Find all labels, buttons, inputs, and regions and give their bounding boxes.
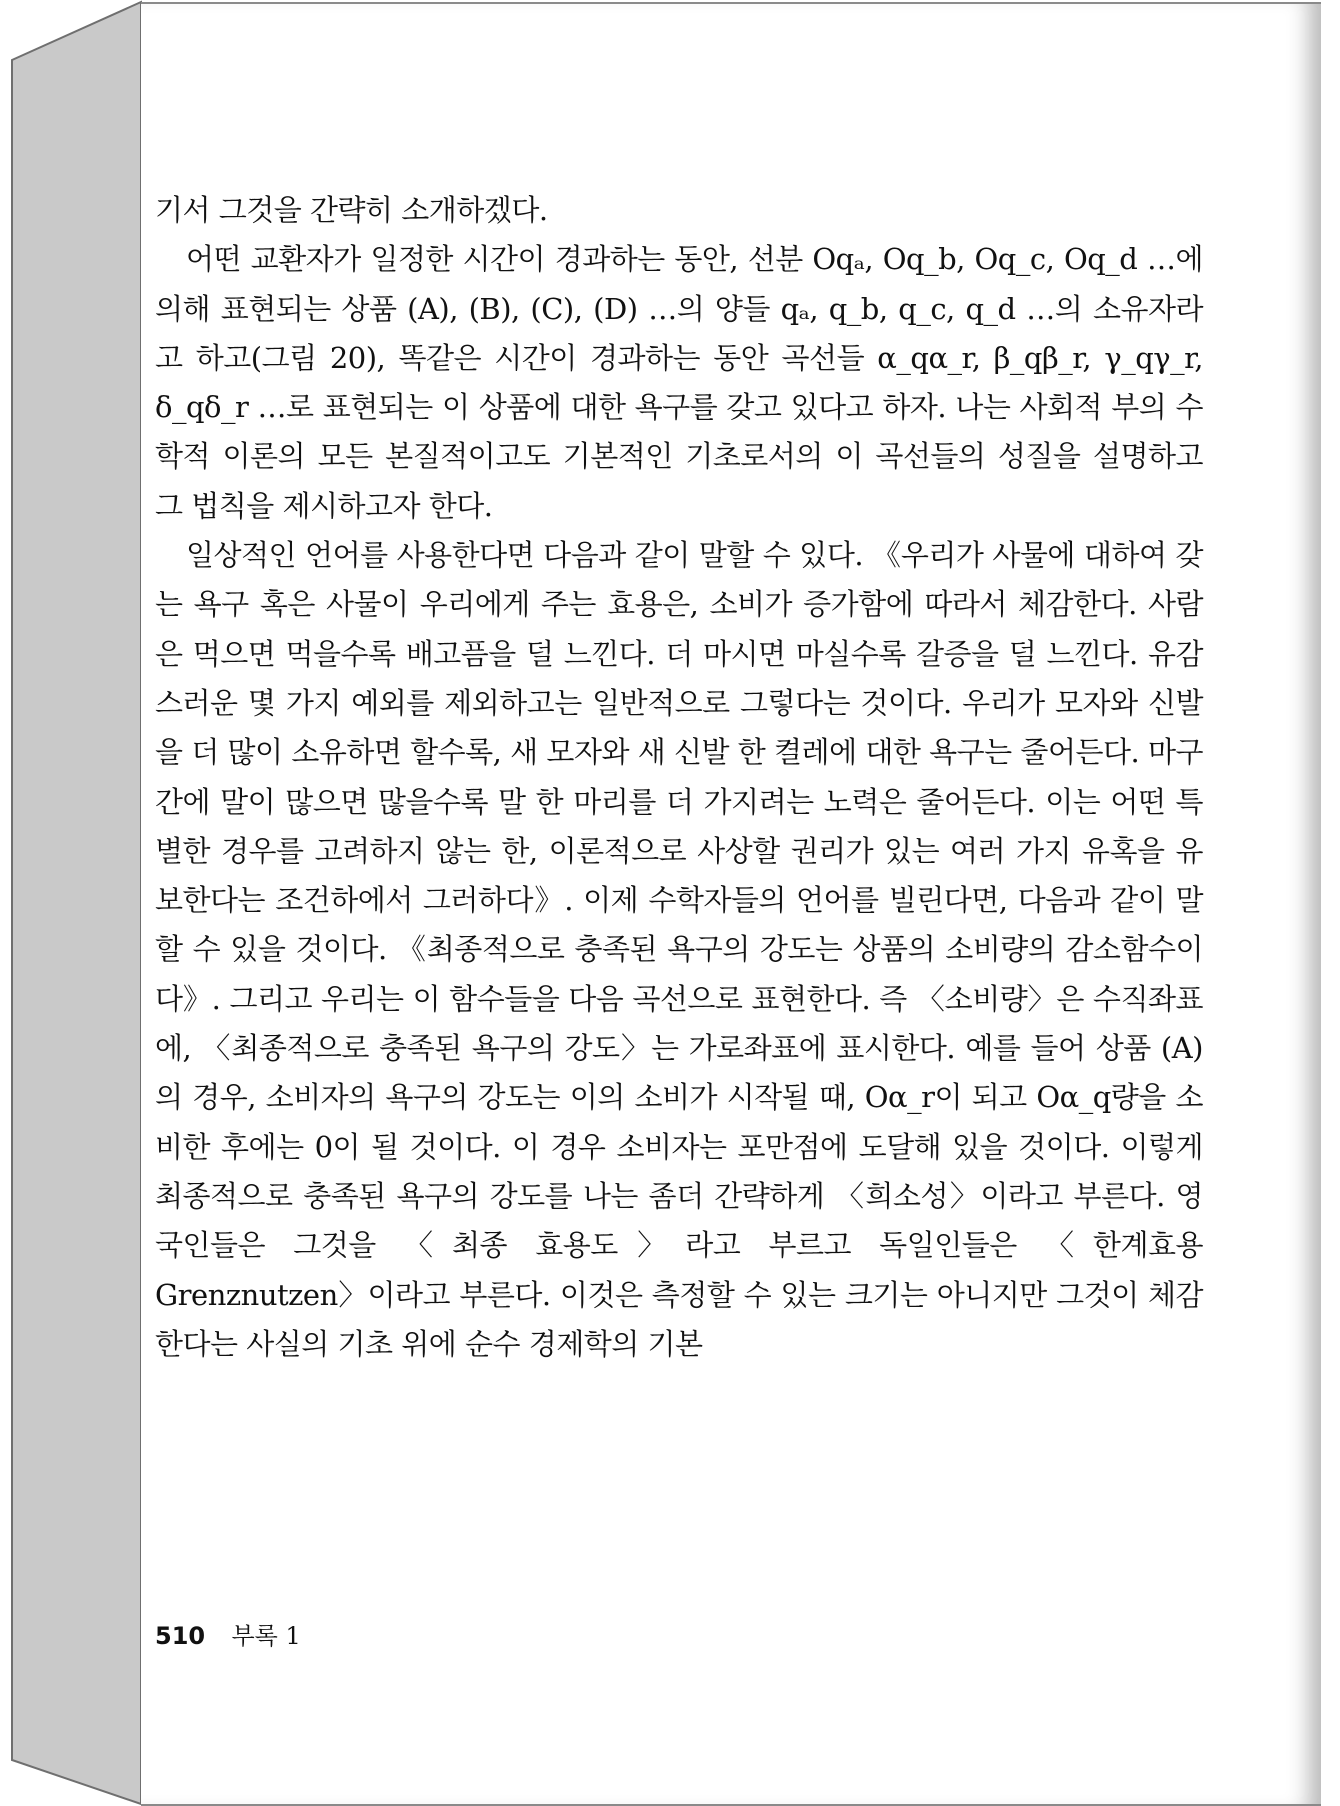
- paragraph-2: 어떤 교환자가 일정한 시간이 경과하는 동안, 선분 Oqₐ, Oq_b, Oq_c, Oq_d …에 의해 표현되는 상품 (A), (B), (C), (D) …의 양들 qₐ, q_b, q_c, q_d …의 소유자라고 하고(그림 20), 똑같은 시간이 경과하는 동안 곡선들 α_qα_r, β_qβ_r, γ_qγ_r, δ_qδ_r …로 표현되는 이 상품에 대한 욕구를 갖고 있다고 하자. 나는 사회적 부의 수학적 이론의 모든 본질적이고도 기본적인 기초로서의 이 곡선들의 성질을 설명하고 그 법칙을 제시하고자 한다.: [155, 242, 1203, 523]
- paragraph-3: 일상적인 언어를 사용한다면 다음과 같이 말할 수 있다. 《우리가 사물에 대하여 갖는 욕구 혹은 사물이 우리에게 주는 효용은, 소비가 증가함에 따라서 체감한다. 사람은 먹으면 먹을수록 배고픔을 덜 느낀다. 더 마시면 마실수록 갈증을 덜 느낀다. 유감스러운 몇 가지 예외를 제외하고는 일반적으로 그렇다는 것이다. 우리가 모자와 신발을 더 많이 소유하면 할수록, 새 모자와 새 신발 한 켤레에 대한 욕구는 줄어든다. 마구간에 말이 많으면 많을수록 말 한 마리를 더 가지려는 노력은 줄어든다. 이는 어떤 특별한 경우를 고려하지 않는 한, 이론적으로 사상할 권리가 있는 여러 가지 유혹을 유보한다는 조건하에서 그러하다》. 이제 수학자들의 언어를 빌린다면, 다음과 같이 말할 수 있을 것이다. 《최종적으로 충족된 욕구의 강도는 상품의 소비량의 감소함수이다》. 그리고 우리는 이 함수들을 다음 곡선으로 표현한다. 즉 〈소비량〉은 수직좌표에, 〈최종적으로 충족된 욕구의 강도〉는 가로좌표에 표시한다. 예를 들어 상품 (A)의 경우, 소비자의 욕구의 강도는 이의 소비가 시작될 때, Oα_r이 되고 Oα_q량을 소비한 후에는 0이 될 것이다. 이 경우 소비자는 포만점에 도달해 있을 것이다. 이렇게 최종적으로 충족된 욕구의 강도를 나는 좀더 간략하게 〈희소성〉이라고 부른다. 영국인들은 그것을 〈최종 효용도〉라고 부르고 독일인들은 〈한계효용 Grenznutzen〉이라고 부른다. 이것은 측정할 수 있는 크기는 아니지만 그것이 체감한다는 사실의 기초 위에 순수 경제학의 기본: [155, 538, 1203, 1361]
- paragraph-1: 기서 그것을 간략히 소개하겠다.: [155, 193, 548, 227]
- section-label: 부록 1: [231, 1622, 301, 1650]
- page-number: 510: [155, 1622, 206, 1650]
- page-body: [155, 186, 1203, 1369]
- page-footer: [155, 1616, 301, 1651]
